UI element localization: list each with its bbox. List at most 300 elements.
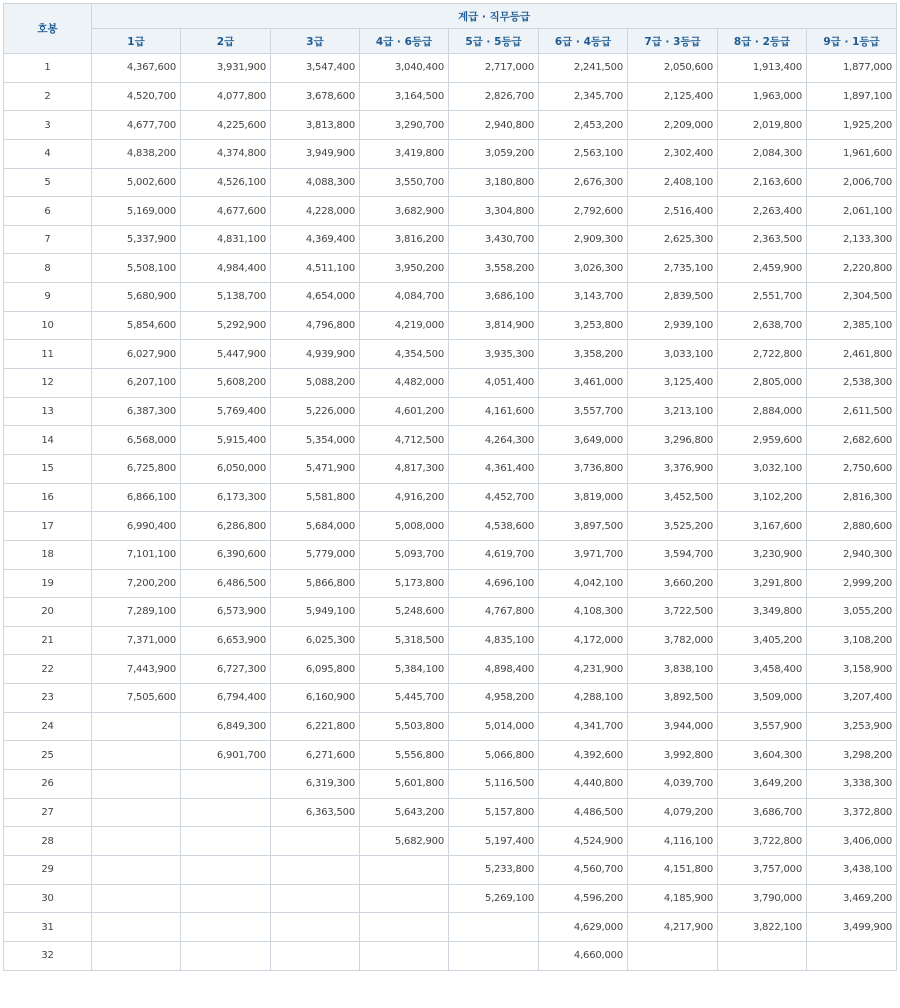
salary-cell: 3,143,700 bbox=[539, 283, 628, 312]
salary-cell: 3,406,000 bbox=[807, 827, 897, 856]
step-cell: 8 bbox=[4, 254, 92, 283]
salary-cell: 4,629,000 bbox=[539, 913, 628, 942]
salary-cell: 5,116,500 bbox=[449, 770, 539, 799]
salary-cell: 3,822,100 bbox=[718, 913, 807, 942]
salary-cell: 4,185,900 bbox=[628, 884, 718, 913]
salary-cell: 4,660,000 bbox=[539, 941, 628, 970]
salary-cell bbox=[181, 798, 271, 827]
salary-cell bbox=[92, 941, 181, 970]
salary-cell: 6,866,100 bbox=[92, 483, 181, 512]
salary-cell: 2,940,300 bbox=[807, 540, 897, 569]
salary-cell: 4,984,400 bbox=[181, 254, 271, 283]
table-row bbox=[4, 512, 897, 541]
salary-cell: 2,408,100 bbox=[628, 168, 718, 197]
salary-cell: 5,173,800 bbox=[360, 569, 449, 598]
salary-cell: 2,163,600 bbox=[718, 168, 807, 197]
salary-cell bbox=[92, 884, 181, 913]
salary-cell: 3,296,800 bbox=[628, 426, 718, 455]
salary-cell bbox=[92, 913, 181, 942]
salary-cell: 2,538,300 bbox=[807, 369, 897, 398]
salary-cell: 5,949,100 bbox=[271, 598, 360, 627]
salary-cell: 3,722,500 bbox=[628, 598, 718, 627]
salary-cell: 6,160,900 bbox=[271, 684, 360, 713]
salary-cell: 3,438,100 bbox=[807, 855, 897, 884]
salary-cell: 3,949,900 bbox=[271, 139, 360, 168]
salary-cell: 5,866,800 bbox=[271, 569, 360, 598]
table-header bbox=[4, 4, 897, 54]
step-cell: 2 bbox=[4, 82, 92, 111]
salary-cell: 6,363,500 bbox=[271, 798, 360, 827]
salary-cell: 3,164,500 bbox=[360, 82, 449, 111]
table-body bbox=[4, 54, 897, 971]
salary-cell: 5,337,900 bbox=[92, 225, 181, 254]
table-row bbox=[4, 111, 897, 140]
salary-cell: 3,931,900 bbox=[181, 54, 271, 83]
salary-cell: 2,241,500 bbox=[539, 54, 628, 83]
salary-cell: 3,678,600 bbox=[271, 82, 360, 111]
salary-cell: 6,271,600 bbox=[271, 741, 360, 770]
salary-cell: 3,558,200 bbox=[449, 254, 539, 283]
salary-cell: 3,935,300 bbox=[449, 340, 539, 369]
step-cell: 23 bbox=[4, 684, 92, 713]
step-cell: 4 bbox=[4, 139, 92, 168]
salary-cell: 2,304,500 bbox=[807, 283, 897, 312]
salary-cell: 5,915,400 bbox=[181, 426, 271, 455]
salary-cell: 4,677,700 bbox=[92, 111, 181, 140]
salary-cell: 5,088,200 bbox=[271, 369, 360, 398]
salary-cell: 5,066,800 bbox=[449, 741, 539, 770]
salary-cell: 4,958,200 bbox=[449, 684, 539, 713]
table-row bbox=[4, 483, 897, 512]
salary-cell: 5,445,700 bbox=[360, 684, 449, 713]
salary-cell: 7,505,600 bbox=[92, 684, 181, 713]
salary-cell: 4,361,400 bbox=[449, 454, 539, 483]
salary-cell: 5,269,100 bbox=[449, 884, 539, 913]
salary-cell bbox=[92, 770, 181, 799]
salary-cell: 3,892,500 bbox=[628, 684, 718, 713]
table-row bbox=[4, 369, 897, 398]
salary-cell: 5,682,900 bbox=[360, 827, 449, 856]
table-row bbox=[4, 540, 897, 569]
salary-cell: 4,898,400 bbox=[449, 655, 539, 684]
salary-cell: 4,367,600 bbox=[92, 54, 181, 83]
salary-cell: 5,779,000 bbox=[271, 540, 360, 569]
salary-cell: 4,939,900 bbox=[271, 340, 360, 369]
salary-cell bbox=[628, 941, 718, 970]
salary-cell: 2,263,400 bbox=[718, 197, 807, 226]
salary-cell: 3,040,400 bbox=[360, 54, 449, 83]
salary-cell: 6,027,900 bbox=[92, 340, 181, 369]
salary-cell: 7,371,000 bbox=[92, 626, 181, 655]
salary-cell: 4,440,800 bbox=[539, 770, 628, 799]
salary-cell: 2,909,300 bbox=[539, 225, 628, 254]
salary-cell: 4,482,000 bbox=[360, 369, 449, 398]
step-cell: 15 bbox=[4, 454, 92, 483]
table-row bbox=[4, 626, 897, 655]
step-cell: 31 bbox=[4, 913, 92, 942]
salary-cell bbox=[271, 827, 360, 856]
salary-cell: 3,660,200 bbox=[628, 569, 718, 598]
salary-cell: 3,102,200 bbox=[718, 483, 807, 512]
salary-cell: 3,461,000 bbox=[539, 369, 628, 398]
salary-cell: 4,796,800 bbox=[271, 311, 360, 340]
salary-cell: 3,405,200 bbox=[718, 626, 807, 655]
salary-cell: 4,526,100 bbox=[181, 168, 271, 197]
salary-cell: 4,116,100 bbox=[628, 827, 718, 856]
step-cell: 7 bbox=[4, 225, 92, 254]
salary-cell: 2,676,300 bbox=[539, 168, 628, 197]
salary-cell: 3,819,000 bbox=[539, 483, 628, 512]
table-row bbox=[4, 941, 897, 970]
salary-cell: 4,916,200 bbox=[360, 483, 449, 512]
salary-cell: 3,291,800 bbox=[718, 569, 807, 598]
salary-cell: 5,226,000 bbox=[271, 397, 360, 426]
salary-cell: 3,376,900 bbox=[628, 454, 718, 483]
salary-cell: 3,452,500 bbox=[628, 483, 718, 512]
salary-cell: 3,838,100 bbox=[628, 655, 718, 684]
step-cell: 17 bbox=[4, 512, 92, 541]
salary-cell: 6,387,300 bbox=[92, 397, 181, 426]
salary-cell: 2,019,800 bbox=[718, 111, 807, 140]
salary-cell: 4,696,100 bbox=[449, 569, 539, 598]
step-cell: 12 bbox=[4, 369, 92, 398]
salary-cell: 1,925,200 bbox=[807, 111, 897, 140]
salary-cell: 3,033,100 bbox=[628, 340, 718, 369]
step-cell: 19 bbox=[4, 569, 92, 598]
salary-cell: 3,026,300 bbox=[539, 254, 628, 283]
salary-cell: 2,385,100 bbox=[807, 311, 897, 340]
salary-cell: 3,158,900 bbox=[807, 655, 897, 684]
salary-cell: 5,014,000 bbox=[449, 712, 539, 741]
salary-cell: 2,133,300 bbox=[807, 225, 897, 254]
salary-cell: 3,897,500 bbox=[539, 512, 628, 541]
salary-cell bbox=[92, 855, 181, 884]
table-row bbox=[4, 54, 897, 83]
salary-cell: 4,077,800 bbox=[181, 82, 271, 111]
salary-cell: 2,884,000 bbox=[718, 397, 807, 426]
salary-cell: 2,816,300 bbox=[807, 483, 897, 512]
table-row bbox=[4, 340, 897, 369]
salary-cell: 4,369,400 bbox=[271, 225, 360, 254]
salary-cell: 3,458,400 bbox=[718, 655, 807, 684]
salary-cell: 3,594,700 bbox=[628, 540, 718, 569]
salary-cell: 5,292,900 bbox=[181, 311, 271, 340]
table-row bbox=[4, 397, 897, 426]
salary-cell: 4,042,100 bbox=[539, 569, 628, 598]
table-row bbox=[4, 454, 897, 483]
salary-cell: 6,573,900 bbox=[181, 598, 271, 627]
salary-cell: 3,722,800 bbox=[718, 827, 807, 856]
salary-cell: 5,643,200 bbox=[360, 798, 449, 827]
salary-cell: 3,469,200 bbox=[807, 884, 897, 913]
step-cell: 3 bbox=[4, 111, 92, 140]
salary-cell: 4,088,300 bbox=[271, 168, 360, 197]
salary-cell: 2,839,500 bbox=[628, 283, 718, 312]
salary-cell: 3,230,900 bbox=[718, 540, 807, 569]
salary-cell: 5,248,600 bbox=[360, 598, 449, 627]
step-cell: 10 bbox=[4, 311, 92, 340]
salary-cell bbox=[92, 712, 181, 741]
grade-column-header: 9급 · 1등급 bbox=[807, 29, 897, 54]
salary-cell: 3,950,200 bbox=[360, 254, 449, 283]
salary-cell: 4,228,000 bbox=[271, 197, 360, 226]
step-cell: 5 bbox=[4, 168, 92, 197]
salary-cell: 2,363,500 bbox=[718, 225, 807, 254]
grade-column-header: 3급 bbox=[271, 29, 360, 54]
table-row bbox=[4, 82, 897, 111]
salary-cell: 7,101,100 bbox=[92, 540, 181, 569]
salary-cell: 4,354,500 bbox=[360, 340, 449, 369]
step-cell: 29 bbox=[4, 855, 92, 884]
table-row bbox=[4, 712, 897, 741]
salary-cell: 2,611,500 bbox=[807, 397, 897, 426]
salary-cell: 3,649,200 bbox=[718, 770, 807, 799]
salary-cell bbox=[181, 941, 271, 970]
salary-cell: 3,125,400 bbox=[628, 369, 718, 398]
salary-cell: 4,538,600 bbox=[449, 512, 539, 541]
salary-cell: 3,550,700 bbox=[360, 168, 449, 197]
salary-cell: 5,680,900 bbox=[92, 283, 181, 312]
salary-cell: 6,319,300 bbox=[271, 770, 360, 799]
step-cell: 16 bbox=[4, 483, 92, 512]
salary-cell: 4,817,300 bbox=[360, 454, 449, 483]
salary-cell: 2,302,400 bbox=[628, 139, 718, 168]
salary-cell: 2,722,800 bbox=[718, 340, 807, 369]
salary-cell: 1,877,000 bbox=[807, 54, 897, 83]
salary-cell bbox=[449, 913, 539, 942]
salary-cell bbox=[181, 913, 271, 942]
step-cell: 26 bbox=[4, 770, 92, 799]
salary-cell: 5,471,900 bbox=[271, 454, 360, 483]
salary-cell: 2,939,100 bbox=[628, 311, 718, 340]
grade-column-header: 6급 · 4등급 bbox=[539, 29, 628, 54]
salary-cell bbox=[92, 827, 181, 856]
salary-cell: 4,835,100 bbox=[449, 626, 539, 655]
salary-cell bbox=[271, 913, 360, 942]
step-cell: 24 bbox=[4, 712, 92, 741]
step-cell: 11 bbox=[4, 340, 92, 369]
salary-cell: 5,002,600 bbox=[92, 168, 181, 197]
salary-cell: 2,682,600 bbox=[807, 426, 897, 455]
grade-column-header: 2급 bbox=[181, 29, 271, 54]
salary-cell: 3,304,800 bbox=[449, 197, 539, 226]
salary-cell: 2,345,700 bbox=[539, 82, 628, 111]
salary-cell: 3,358,200 bbox=[539, 340, 628, 369]
step-cell: 9 bbox=[4, 283, 92, 312]
salary-cell: 5,093,700 bbox=[360, 540, 449, 569]
salary-cell bbox=[181, 855, 271, 884]
salary-cell: 6,390,600 bbox=[181, 540, 271, 569]
salary-cell: 3,814,900 bbox=[449, 311, 539, 340]
salary-cell bbox=[271, 855, 360, 884]
salary-cell: 3,253,800 bbox=[539, 311, 628, 340]
salary-cell: 6,050,000 bbox=[181, 454, 271, 483]
step-cell: 14 bbox=[4, 426, 92, 455]
salary-cell: 5,503,800 bbox=[360, 712, 449, 741]
salary-cell: 2,125,400 bbox=[628, 82, 718, 111]
salary-cell: 4,601,200 bbox=[360, 397, 449, 426]
salary-cell: 2,050,600 bbox=[628, 54, 718, 83]
salary-cell bbox=[92, 741, 181, 770]
salary-cell: 2,999,200 bbox=[807, 569, 897, 598]
grade-column-header: 5급 · 5등급 bbox=[449, 29, 539, 54]
salary-cell: 3,419,800 bbox=[360, 139, 449, 168]
salary-cell: 5,008,000 bbox=[360, 512, 449, 541]
salary-cell: 2,717,000 bbox=[449, 54, 539, 83]
salary-cell: 6,653,900 bbox=[181, 626, 271, 655]
salary-cell: 4,524,900 bbox=[539, 827, 628, 856]
table-row bbox=[4, 913, 897, 942]
table-row bbox=[4, 569, 897, 598]
table-row bbox=[4, 770, 897, 799]
salary-cell: 4,654,000 bbox=[271, 283, 360, 312]
salary-cell: 4,486,500 bbox=[539, 798, 628, 827]
salary-cell: 5,854,600 bbox=[92, 311, 181, 340]
salary-cell: 2,805,000 bbox=[718, 369, 807, 398]
table-row bbox=[4, 798, 897, 827]
salary-cell bbox=[181, 884, 271, 913]
table-row bbox=[4, 225, 897, 254]
salary-cell: 6,725,800 bbox=[92, 454, 181, 483]
salary-cell: 6,286,800 bbox=[181, 512, 271, 541]
salary-cell: 5,508,100 bbox=[92, 254, 181, 283]
step-cell: 1 bbox=[4, 54, 92, 83]
salary-cell: 3,790,000 bbox=[718, 884, 807, 913]
salary-cell: 5,601,800 bbox=[360, 770, 449, 799]
salary-cell: 5,197,400 bbox=[449, 827, 539, 856]
salary-cell: 4,712,500 bbox=[360, 426, 449, 455]
salary-cell: 7,443,900 bbox=[92, 655, 181, 684]
salary-cell: 2,061,100 bbox=[807, 197, 897, 226]
salary-cell: 2,638,700 bbox=[718, 311, 807, 340]
salary-cell: 4,231,900 bbox=[539, 655, 628, 684]
salary-cell: 2,461,800 bbox=[807, 340, 897, 369]
grade-column-header: 7급 · 3등급 bbox=[628, 29, 718, 54]
salary-cell: 4,217,900 bbox=[628, 913, 718, 942]
salary-cell: 3,813,800 bbox=[271, 111, 360, 140]
salary-cell: 2,453,200 bbox=[539, 111, 628, 140]
step-cell: 25 bbox=[4, 741, 92, 770]
salary-cell: 3,253,900 bbox=[807, 712, 897, 741]
salary-cell: 3,349,800 bbox=[718, 598, 807, 627]
step-cell: 27 bbox=[4, 798, 92, 827]
salary-cell: 4,452,700 bbox=[449, 483, 539, 512]
table-row bbox=[4, 884, 897, 913]
table-row bbox=[4, 655, 897, 684]
salary-cell: 3,547,400 bbox=[271, 54, 360, 83]
salary-cell: 6,207,100 bbox=[92, 369, 181, 398]
table-row bbox=[4, 855, 897, 884]
salary-cell: 2,792,600 bbox=[539, 197, 628, 226]
salary-cell: 2,826,700 bbox=[449, 82, 539, 111]
salary-cell: 4,288,100 bbox=[539, 684, 628, 713]
salary-cell: 3,298,200 bbox=[807, 741, 897, 770]
salary-cell bbox=[181, 827, 271, 856]
salary-cell: 6,025,300 bbox=[271, 626, 360, 655]
salary-cell: 2,516,400 bbox=[628, 197, 718, 226]
salary-cell: 3,686,700 bbox=[718, 798, 807, 827]
salary-cell: 4,051,400 bbox=[449, 369, 539, 398]
salary-cell: 3,290,700 bbox=[360, 111, 449, 140]
step-cell: 30 bbox=[4, 884, 92, 913]
table-row bbox=[4, 139, 897, 168]
table-row bbox=[4, 827, 897, 856]
salary-cell: 6,727,300 bbox=[181, 655, 271, 684]
salary-cell bbox=[360, 884, 449, 913]
salary-cell: 4,520,700 bbox=[92, 82, 181, 111]
salary-table-container bbox=[3, 3, 896, 971]
salary-cell bbox=[807, 941, 897, 970]
table-row bbox=[4, 598, 897, 627]
salary-cell: 2,735,100 bbox=[628, 254, 718, 283]
salary-cell: 2,750,600 bbox=[807, 454, 897, 483]
salary-cell: 5,769,400 bbox=[181, 397, 271, 426]
salary-cell: 3,207,400 bbox=[807, 684, 897, 713]
salary-cell: 4,831,100 bbox=[181, 225, 271, 254]
salary-cell: 6,095,800 bbox=[271, 655, 360, 684]
salary-cell: 5,233,800 bbox=[449, 855, 539, 884]
salary-cell: 4,619,700 bbox=[449, 540, 539, 569]
salary-cell: 5,138,700 bbox=[181, 283, 271, 312]
header-row-group bbox=[4, 4, 897, 29]
salary-cell: 1,897,100 bbox=[807, 82, 897, 111]
salary-cell: 3,736,800 bbox=[539, 454, 628, 483]
salary-cell: 5,169,000 bbox=[92, 197, 181, 226]
table-row bbox=[4, 168, 897, 197]
salary-cell bbox=[92, 798, 181, 827]
salary-cell: 4,838,200 bbox=[92, 139, 181, 168]
salary-cell: 4,151,800 bbox=[628, 855, 718, 884]
salary-cell bbox=[271, 941, 360, 970]
salary-cell: 4,039,700 bbox=[628, 770, 718, 799]
salary-cell: 6,568,000 bbox=[92, 426, 181, 455]
salary-cell: 3,557,900 bbox=[718, 712, 807, 741]
step-cell: 22 bbox=[4, 655, 92, 684]
salary-cell: 3,108,200 bbox=[807, 626, 897, 655]
salary-cell: 2,209,000 bbox=[628, 111, 718, 140]
salary-cell: 3,557,700 bbox=[539, 397, 628, 426]
salary-cell: 4,108,300 bbox=[539, 598, 628, 627]
salary-cell: 6,990,400 bbox=[92, 512, 181, 541]
salary-cell: 3,782,000 bbox=[628, 626, 718, 655]
salary-cell: 3,213,100 bbox=[628, 397, 718, 426]
salary-cell: 4,596,200 bbox=[539, 884, 628, 913]
salary-cell: 6,173,300 bbox=[181, 483, 271, 512]
header-row-grades bbox=[4, 29, 897, 54]
grade-column-header: 4급 · 6등급 bbox=[360, 29, 449, 54]
salary-cell: 3,372,800 bbox=[807, 798, 897, 827]
salary-cell: 5,556,800 bbox=[360, 741, 449, 770]
salary-cell: 3,032,100 bbox=[718, 454, 807, 483]
salary-cell: 5,157,800 bbox=[449, 798, 539, 827]
salary-cell: 3,180,800 bbox=[449, 168, 539, 197]
salary-cell: 3,757,000 bbox=[718, 855, 807, 884]
salary-cell: 4,172,000 bbox=[539, 626, 628, 655]
salary-cell: 6,849,300 bbox=[181, 712, 271, 741]
salary-cell: 4,219,000 bbox=[360, 311, 449, 340]
salary-cell: 4,084,700 bbox=[360, 283, 449, 312]
salary-cell: 4,392,600 bbox=[539, 741, 628, 770]
salary-cell: 2,006,700 bbox=[807, 168, 897, 197]
salary-cell bbox=[360, 941, 449, 970]
salary-cell: 5,318,500 bbox=[360, 626, 449, 655]
salary-cell bbox=[360, 855, 449, 884]
step-cell: 32 bbox=[4, 941, 92, 970]
salary-cell: 3,509,000 bbox=[718, 684, 807, 713]
salary-cell: 6,486,500 bbox=[181, 569, 271, 598]
salary-cell: 2,551,700 bbox=[718, 283, 807, 312]
salary-cell: 4,767,800 bbox=[449, 598, 539, 627]
